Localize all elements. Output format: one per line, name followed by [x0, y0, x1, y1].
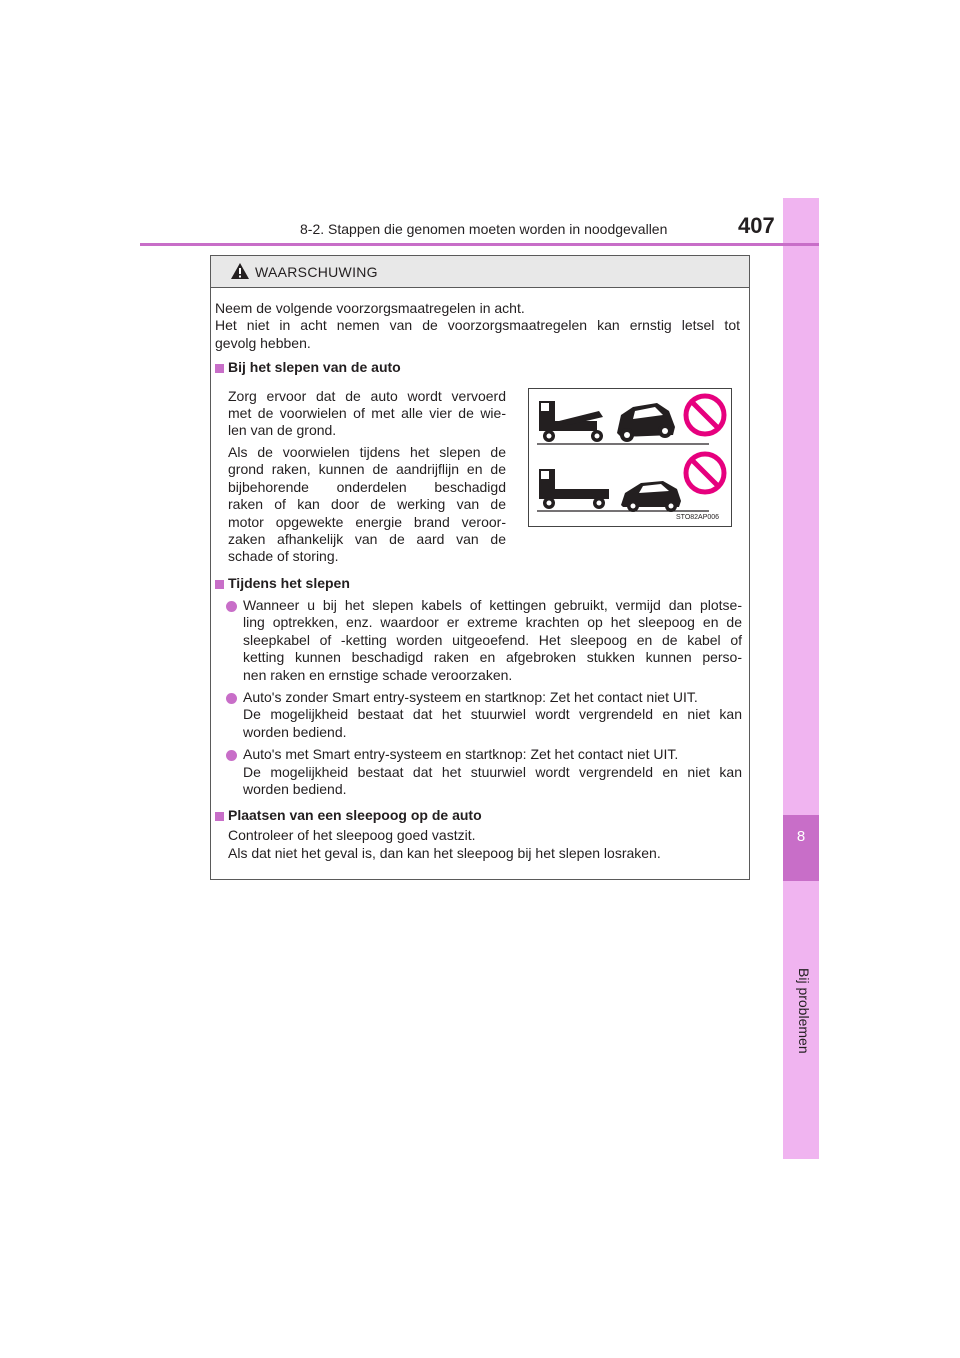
towing-text-line: schade of storing.	[228, 548, 339, 564]
figure-code: STO82AP006	[676, 514, 720, 521]
bullet-dot	[226, 601, 237, 612]
towing-illustration	[528, 388, 732, 527]
bullet-text-line: worden bediend.	[243, 781, 347, 797]
bullet-text-line: ketting kunnen beschadigd raken en afgebroken stukken kunnen perso-	[243, 649, 742, 665]
section-marker	[215, 580, 224, 589]
car-icon	[621, 481, 681, 512]
towing-text-line: met de voorwielen of met alle vier de wie-	[228, 405, 506, 421]
towing-text-line: len van de grond.	[228, 422, 337, 438]
bullet-dot	[226, 693, 237, 704]
warning-title: WAARSCHUWING	[255, 264, 378, 280]
section-heading-tow-eye: Plaatsen van een sleepoog op de auto	[228, 807, 482, 823]
towing-text-line: raken of kan door de werking van de	[228, 496, 506, 512]
towing-text-line: grond raken, kunnen de aandrijflijn en de	[228, 461, 506, 477]
bullet-text-line: nen raken en ernstige schade veroorzaken.	[243, 667, 513, 683]
chapter-tab-active[interactable]	[783, 815, 819, 881]
section-marker	[215, 812, 224, 821]
towing-text-line: motor opgewekte energie brand veroor-	[228, 514, 506, 530]
bullet-text-line: De mogelijkheid bestaat dat het stuurwiel wordt vergrendeld en niet kan	[243, 706, 742, 722]
bullet-text-line: worden bediend.	[243, 724, 347, 740]
bullet-text-line: Auto's met Smart entry-systeem en startknop: Zet het contact niet UIT.	[243, 746, 679, 762]
bullet-text-line: Auto's zonder Smart entry-systeem en startknop: Zet het contact niet UIT.	[243, 689, 698, 705]
bullet-text-line: De mogelijkheid bestaat dat het stuurwiel wordt vergrendeld en niet kan	[243, 764, 742, 780]
page-number: 407	[738, 213, 775, 238]
bullet-text-line: ling optrekken, enz. waardoor er extreme krachten op het sleepoog en de	[243, 614, 742, 630]
tow-eye-text-line: Als dat niet het geval is, dan kan het sleepoog bij het slepen losraken.	[228, 845, 661, 861]
car-icon	[617, 403, 675, 442]
towing-text-line: Zorg ervoor dat de auto wordt vervoerd	[228, 388, 506, 404]
intro-line: gevolg hebben.	[215, 335, 311, 351]
towing-text-line: bijbehorende onderdelen beschadigd	[228, 479, 506, 495]
section-marker	[215, 364, 224, 373]
warning-icon	[230, 262, 250, 280]
header-rule	[140, 243, 819, 246]
prohibited-icon	[686, 454, 724, 492]
intro-line: Neem de volgende voorzorgsmaatregelen in acht.	[215, 300, 525, 316]
warning-header	[211, 256, 749, 288]
tow-truck-icon	[539, 401, 603, 442]
chapter-number: 8	[796, 828, 806, 845]
intro-line: Het niet in acht nemen van de voorzorgsmaatregelen kan ernstig letsel tot	[215, 317, 740, 333]
towing-text-line: zaken afhankelijk van de aard van de	[228, 531, 506, 547]
bullet-text-line: sleepkabel of -ketting worden uitgeoefend. Het sleepoog en de kabel of	[243, 632, 742, 648]
section-header: 8-2. Stappen die genomen moeten worden in noodgevallen	[300, 221, 668, 237]
section-heading-during-towing: Tijdens het slepen	[228, 575, 350, 591]
bullet-dot	[226, 750, 237, 761]
tow-eye-text-line: Controleer of het sleepoog goed vastzit.	[228, 827, 476, 843]
bullet-text-line: Wanneer u bij het slepen kabels of kettingen gebruikt, vermijd dan plotse-	[243, 597, 742, 613]
prohibited-icon	[686, 396, 724, 434]
towing-text-line: Als de voorwielen tijdens het slepen de	[228, 444, 506, 460]
chapter-title: Bij problemen	[796, 968, 812, 1054]
section-heading-towing: Bij het slepen van de auto	[228, 359, 401, 375]
tow-truck-illustration	[529, 389, 731, 526]
tow-truck-icon	[539, 469, 609, 509]
